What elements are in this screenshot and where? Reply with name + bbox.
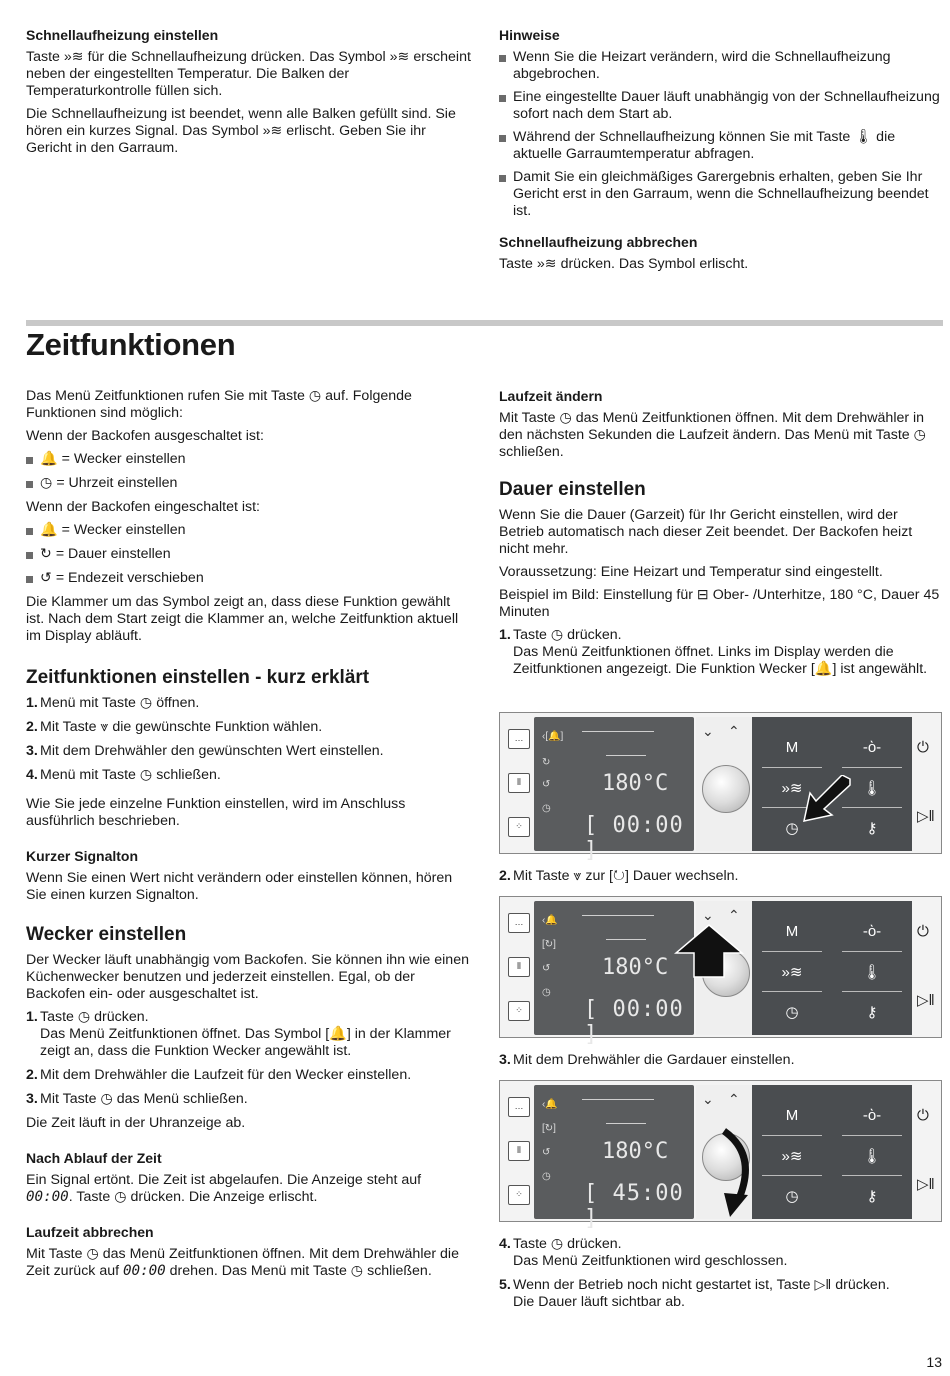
control-panel-2: … ⦀ ⁘ ‹🔔 [↻] ↺ ◷ 180°C [ 00:00 ] ⌄ ⌃ M -ὸ- »≋ 🌡 ◷ ⚷ ⏻ ▷‖	[499, 896, 942, 1038]
intro-text: Das Menü Zeitfunktionen rufen Sie mit Taste ◷ auf. Folgende Funktionen sind möglich:	[26, 388, 412, 421]
on-item: ↻ = Dauer einstellen	[26, 546, 471, 563]
quick-heat-p2: Die Schnellaufheizung ist beendet, wenn alle Balken gefüllt sind. Sie hören ein kurzes Signal. Das Symbol »≋ erlischt. Geben Sie ihr Gericht in den Garraum.	[26, 106, 456, 156]
press-arrow	[802, 775, 852, 825]
rotary-knob	[702, 765, 750, 813]
on-item: ↺ = Endezeit verschieben	[26, 570, 471, 587]
touch-buttons: M -ὸ- »≋ 🌡 ◷ ⚷	[752, 901, 912, 1035]
note-item: Während der Schnellaufheizung können Sie mit Taste 🌡 die aktuelle Garraumtemperatur abfragen.	[499, 129, 942, 163]
display: ‹🔔 [↻] ↺ ◷ 180°C [ 00:00 ]	[534, 901, 694, 1035]
voraussetzung: Voraussetzung: Eine Heizart und Temperatur sind eingestellt.	[499, 564, 883, 580]
wecker-heading: Wecker einstellen	[26, 924, 187, 945]
abbr-heading: Laufzeit abbrechen	[26, 1224, 154, 1240]
section-title: Zeitfunktionen	[26, 327, 236, 362]
wecker-step: 1. Taste ◷ drücken. Das Menü Zeitfunktionen öffnet. Das Symbol [🔔] in der Klammer zeigt an, dass die Funktion Wecker angewählt ist.	[26, 1009, 451, 1059]
dauer-step: 1. Taste ◷ drücken. Das Menü Zeitfunktionen öffnet. Links im Display werden die Zeitfunktionen angezeigt. Die Funktion Wecker [🔔] ist angewählt.	[499, 627, 928, 677]
wecker-step: 2. Mit dem Drehwähler die Laufzeit für den Wecker einstellen.	[26, 1067, 412, 1083]
section-divider	[26, 320, 943, 326]
quick-note: Wie Sie jede einzelne Funktion einstellen, wird im Anschluss ausführlich beschrieben.	[26, 796, 406, 829]
wecker-after: Die Zeit läuft in der Uhranzeige ab.	[26, 1115, 246, 1131]
cancel-text: Taste »≋ drücken. Das Symbol erlischt.	[499, 256, 749, 272]
quick-heat-section	[26, 27, 471, 163]
touch-buttons: M -ὸ- »≋ 🌡 ◷ ⚷	[752, 717, 912, 851]
dauer-step-2: 2. Mit Taste ⩔ zur [↻] Dauer wechseln.	[499, 868, 739, 884]
note-item: Eine eingestellte Dauer läuft unabhängig von der Schnellaufheizung sofort nach dem Start ab.	[499, 89, 942, 123]
dauer-text: Wenn Sie die Dauer (Garzeit) für Ihr Gericht einstellen, wird der Betrieb automatisch nach dieser Zeit beendet. Der Backofen heizt nicht mehr.	[499, 507, 913, 557]
wecker-text: Der Wecker läuft unabhängig vom Backofen. Sie können ihn wie einen Küchenwecker benutzen und jederzeit einstellen. Egal, ob der Backofen ein- oder ausgeschaltet ist.	[26, 952, 469, 1002]
on-label: Wenn der Backofen eingeschaltet ist:	[26, 499, 260, 515]
beispiel: Beispiel im Bild: Einstellung für ⊟ Ober- /Unterhitze, 180 °C, Dauer 45 Minuten	[499, 587, 940, 620]
quick-heat-heading: Schnellaufheizung einstellen	[26, 27, 219, 43]
quick-step: 3. Mit dem Drehwähler den gewünschten Wert einstellen.	[26, 743, 384, 759]
ablauf-text: Ein Signal ertönt. Die Zeit ist abgelaufen. Die Anzeige steht auf 00:00. Taste ◷ drücken. Die Anzeige erlischt.	[26, 1172, 422, 1205]
abbr-text: Mit Taste ◷ das Menü Zeitfunktionen öffnen. Mit dem Drehwähler die Zeit zurück auf 00:00 drehen. Das Menü mit Taste ◷ schließen.	[26, 1246, 459, 1279]
dauer-steps-4-5: 4. Taste ◷ drücken. Das Menü Zeitfunktionen wird geschlossen. 5. Wenn der Betrieb noch nicht gestartet ist, Taste ▷‖ drücken. Die Dauer läuft sichtbar ab.	[499, 1236, 890, 1310]
control-panel-1: … ⦀ ⁘ ‹[🔔] ↻ ↺ ◷ 180°C [ 00:00 ] ⌄ ⌃ M -ὸ- »≋ 🌡 ◷ ⚷ ⏻ ▷‖	[499, 712, 942, 854]
time-functions-left	[26, 388, 471, 1286]
page-number: 13	[926, 1354, 942, 1370]
off-item: ◷ = Uhrzeit einstellen	[26, 475, 471, 492]
time-functions-right	[499, 388, 942, 685]
signal-heading: Kurzer Signalton	[26, 848, 139, 864]
quick-step: 1. Menü mit Taste ◷ öffnen.	[26, 695, 200, 711]
ablauf-heading: Nach Ablauf der Zeit	[26, 1150, 162, 1166]
off-item: 🔔 = Wecker einstellen	[26, 451, 471, 468]
dauer-heading: Dauer einstellen	[499, 479, 646, 500]
signal-text: Wenn Sie einen Wert nicht verändern oder einstellen können, hören Sie einen kurzen Signalton.	[26, 870, 453, 903]
laufzeit-heading: Laufzeit ändern	[499, 388, 603, 404]
display: ‹[🔔] ↻ ↺ ◷ 180°C [ 00:00 ]	[534, 717, 694, 851]
quick-step: 4. Menü mit Taste ◷ schließen.	[26, 767, 221, 783]
wecker-step: 3. Mit Taste ◷ das Menü schließen.	[26, 1091, 248, 1107]
touch-buttons: M -ὸ- »≋ 🌡 ◷ ⚷	[752, 1085, 912, 1219]
quick-step: 2. Mit Taste ⩔ die gewünschte Funktion wählen.	[26, 719, 323, 735]
on-item: 🔔 = Wecker einstellen	[26, 522, 471, 539]
quick-heat-p1: Taste »≋ für die Schnellaufheizung drücken. Das Symbol »≋ erscheint neben der eingestellten Temperatur. Die Balken der Temperaturkontrolle füllen sich.	[26, 49, 471, 99]
bracket-text: Die Klammer um das Symbol zeigt an, dass diese Funktion gewählt ist. Nach dem Start zeigt die Klammer an, welche Zeitfunktion aktuell im Display abläuft.	[26, 594, 459, 644]
up-arrow	[674, 923, 744, 979]
notes-heading: Hinweise	[499, 27, 560, 43]
display: ‹🔔 [↻] ↺ ◷ 180°C [ 45:00 ]	[534, 1085, 694, 1219]
notes-section	[499, 27, 942, 279]
off-label: Wenn der Backofen ausgeschaltet ist:	[26, 428, 264, 444]
note-item: Wenn Sie die Heizart verändern, wird die Schnellaufheizung abgebrochen.	[499, 49, 942, 83]
laufzeit-text: Mit Taste ◷ das Menü Zeitfunktionen öffnen. Mit dem Drehwähler in den nächsten Sekunden die Laufzeit ändern. Das Menü mit Taste ◷ schließen.	[499, 410, 926, 460]
quick-heading: Zeitfunktionen einstellen - kurz erklärt	[26, 667, 370, 688]
cancel-heading: Schnellaufheizung abbrechen	[499, 234, 698, 250]
note-item: Damit Sie ein gleichmäßiges Garergebnis erhalten, geben Sie Ihr Gericht erst in den Garraum, wenn die Schnellaufheizung beendet ist.	[499, 169, 942, 220]
control-panel-3: … ⦀ ⁘ ‹🔔 [↻] ↺ ◷ 180°C [ 45:00 ] ⌄ ⌃ M -ὸ- »≋ 🌡 ◷ ⚷ ⏻ ▷‖	[499, 1080, 942, 1222]
dauer-step-3: 3. Mit dem Drehwähler die Gardauer einstellen.	[499, 1052, 795, 1068]
